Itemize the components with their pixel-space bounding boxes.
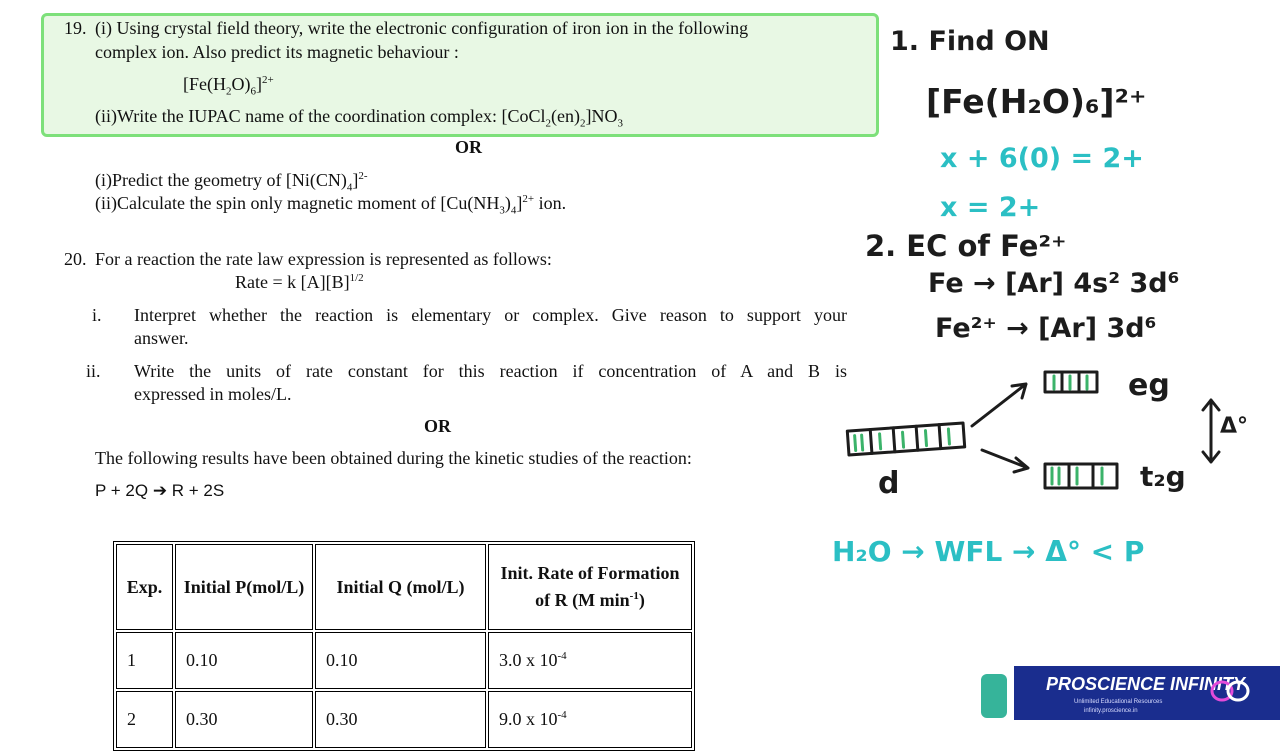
note-fe-config: Fe → [Ar] 4s² 3d⁶ xyxy=(928,268,1180,299)
header-rate: Init. Rate of Formation of R (M $\min^{-1}$) xyxy=(488,544,692,630)
q20-i-line1: Interpret whether the reaction is elementary or complex. Give reason to support your xyxy=(134,305,847,325)
note-eq2: x = 2+ xyxy=(940,192,1041,223)
proscience-logo xyxy=(1014,666,1280,720)
note-fe2-config: Fe²⁺ → [Ar] 3d⁶ xyxy=(935,313,1157,344)
q19-complex-formula: $[Fe(H_2O)_6]^{2+}$ xyxy=(183,74,274,98)
q20-intro: For a reaction the rate law expression is represented as follows: xyxy=(95,249,552,269)
note-delta-label: Δ° xyxy=(1220,414,1249,439)
q19-or: OR xyxy=(455,137,482,157)
crystal-field-splitting-diagram xyxy=(840,360,1260,510)
q19-part1-line2: complex ion. Also predict its magnetic behaviour : xyxy=(95,42,459,62)
q20-number: 20. xyxy=(64,249,87,269)
dna-infinity-icon xyxy=(1210,676,1250,706)
logo-tagline: Unlimited Educational Resources xyxy=(1074,699,1163,705)
q20-kinetic-intro: The following results have been obtained during the kinetic studies of the reaction: xyxy=(95,448,692,468)
q20-ii-line2: expressed in moles/L. xyxy=(134,384,292,404)
q20-or: OR xyxy=(424,416,451,436)
note-eq1: x + 6(0) = 2+ xyxy=(940,143,1144,174)
header-initial-q: Initial Q (mol/L) xyxy=(315,544,486,630)
q20-reaction: P + 2Q ➔ R + 2S xyxy=(95,481,225,500)
note-step2: 2. EC of Fe²⁺ xyxy=(865,229,1067,263)
d-orbital-box xyxy=(847,423,964,455)
cell-p: 0.10 xyxy=(175,632,313,689)
q20-ii-line1: Write the units of rate constant for this reaction if concentration of A and B is xyxy=(134,361,847,381)
q20-ii-number: ii. xyxy=(86,361,101,381)
cell-rate: 9.0 x $10^{-4}$ xyxy=(488,691,692,748)
q19-part1-line1: (i) Using crystal field theory, write the electronic configuration of iron ion in the following xyxy=(95,18,749,38)
table-row xyxy=(116,632,692,689)
note-d-label: d xyxy=(878,466,900,501)
cell-exp: 1 xyxy=(116,632,173,689)
q19-number: 19. xyxy=(64,18,87,38)
logo-brand: PROSCIENCE INFINITY xyxy=(1046,674,1246,694)
cell-q: 0.10 xyxy=(315,632,486,689)
header-exp: Exp. xyxy=(116,544,173,630)
header-initial-p: Initial P(mol/L) xyxy=(175,544,313,630)
note-eg-label: eg xyxy=(1128,368,1170,403)
split-arrow-down xyxy=(982,450,1028,472)
note-complex: [Fe(H₂O)₆]²⁺ xyxy=(926,82,1147,121)
q20-i-number: i. xyxy=(92,305,102,325)
logo-url: infinity.proscience.in xyxy=(1084,708,1138,714)
cell-p: 0.30 xyxy=(175,691,313,748)
delta-arrow xyxy=(1203,400,1219,462)
q20-i-line2: answer. xyxy=(134,328,189,348)
cell-q: 0.30 xyxy=(315,691,486,748)
t2g-orbital-box xyxy=(1045,464,1117,488)
q20-rate-law: Rate = k $[A][B]^{1/2}$ xyxy=(235,272,364,292)
cell-rate: 3.0 x $10^{-4}$ xyxy=(488,632,692,689)
split-arrow-up xyxy=(972,384,1026,426)
note-ligand-conclusion: H₂O → WFL → Δ° < P xyxy=(832,535,1145,568)
q19-part2: (ii)Write the IUPAC name of the coordination complex: $[CoCl_2(en)_2]NO_3$ xyxy=(95,106,624,130)
q19-alt-part2: (ii)Calculate the spin only magnetic moment of $[Cu(NH_3)_4]^{2+}$ ion. xyxy=(95,193,567,217)
note-step1: 1. Find ON xyxy=(890,26,1050,57)
q19-alt-part1: (i)Predict the geometry of $[Ni(CN)_4]^{2-}$ xyxy=(95,170,368,194)
channel-tab xyxy=(981,674,1007,718)
note-t2g-label: t₂g xyxy=(1140,460,1186,493)
cell-exp: 2 xyxy=(116,691,173,748)
